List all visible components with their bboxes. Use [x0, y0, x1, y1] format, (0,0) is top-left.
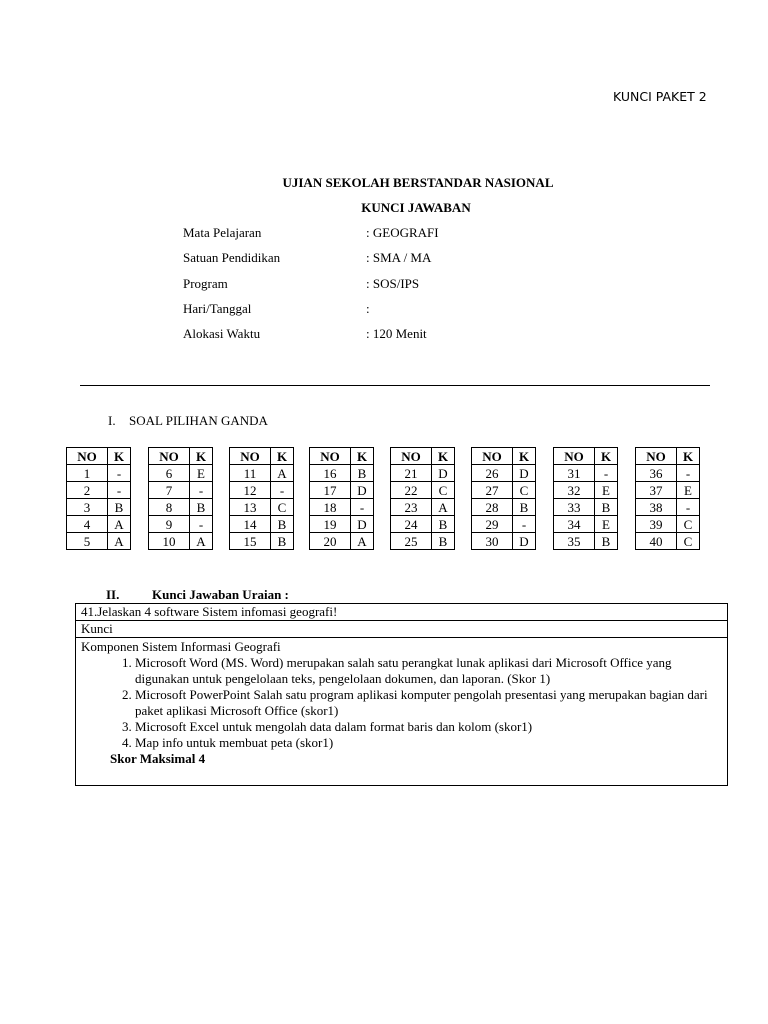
- question-number: 4: [67, 516, 108, 533]
- meta-value-duration: : 120 Menit: [366, 326, 427, 341]
- table-row: [554, 499, 618, 516]
- answer-key: B: [595, 499, 618, 516]
- header-k: K: [271, 448, 294, 465]
- table-row: [391, 499, 455, 516]
- table-row: [391, 465, 455, 482]
- answer-key: A: [271, 465, 294, 482]
- answer-key: -: [677, 499, 700, 516]
- answer-table-8: [635, 447, 700, 550]
- answer-key: E: [595, 516, 618, 533]
- question-number: 29: [472, 516, 513, 533]
- header-no: NO: [554, 448, 595, 465]
- answer-key: B: [351, 465, 374, 482]
- meta-value-date: :: [366, 301, 370, 316]
- essay-item-3: 3. Microsoft Excel untuk mengolah data dalam format baris dan kolom (skor1): [135, 719, 727, 735]
- question-number: 31: [554, 465, 595, 482]
- table-row: [636, 465, 700, 482]
- answer-key: E: [595, 482, 618, 499]
- header-no: NO: [310, 448, 351, 465]
- question-number: 25: [391, 533, 432, 550]
- answer-key: -: [595, 465, 618, 482]
- answer-key: C: [677, 516, 700, 533]
- answer-key: D: [351, 482, 374, 499]
- answer-key: -: [108, 482, 131, 499]
- question-number: 8: [149, 499, 190, 516]
- question-number: 37: [636, 482, 677, 499]
- question-number: 9: [149, 516, 190, 533]
- answer-key: C: [432, 482, 455, 499]
- answer-key: E: [190, 465, 213, 482]
- section-1-number: I.: [108, 413, 116, 428]
- answer-table-5: [390, 447, 455, 550]
- section-2-number: II.: [106, 587, 120, 602]
- answer-key: B: [432, 516, 455, 533]
- question-number: 36: [636, 465, 677, 482]
- question-number: 32: [554, 482, 595, 499]
- table-row: [310, 482, 374, 499]
- table-row: [472, 465, 536, 482]
- question-number: 33: [554, 499, 595, 516]
- header-k: K: [432, 448, 455, 465]
- question-number: 35: [554, 533, 595, 550]
- question-number: 3: [67, 499, 108, 516]
- table-row: [391, 533, 455, 550]
- answer-key: D: [351, 516, 374, 533]
- table-row: [230, 516, 294, 533]
- table-row: [67, 482, 131, 499]
- answer-table-7: [553, 447, 618, 550]
- answer-table-1: [66, 447, 131, 550]
- answer-key: B: [108, 499, 131, 516]
- question-number: 20: [310, 533, 351, 550]
- exam-title: UJIAN SEKOLAH BERSTANDAR NASIONAL: [282, 175, 554, 190]
- question-number: 24: [391, 516, 432, 533]
- answer-key: D: [513, 465, 536, 482]
- divider: [80, 385, 710, 386]
- meta-label-school: Satuan Pendidikan: [183, 250, 281, 265]
- answer-key: A: [432, 499, 455, 516]
- table-row: [636, 482, 700, 499]
- header-no: NO: [149, 448, 190, 465]
- question-number: 10: [149, 533, 190, 550]
- answer-key: C: [513, 482, 536, 499]
- table-row: [67, 516, 131, 533]
- header-no: NO: [230, 448, 271, 465]
- header-no: NO: [636, 448, 677, 465]
- table-row: [472, 516, 536, 533]
- question-number: 26: [472, 465, 513, 482]
- essay-answer-body: [76, 638, 727, 767]
- essay-item-4: 4. Map info untuk membuat peta (skor1): [135, 735, 727, 751]
- table-row: [636, 499, 700, 516]
- answer-key: B: [271, 533, 294, 550]
- answer-key: D: [432, 465, 455, 482]
- meta-label-duration: Alokasi Waktu: [183, 326, 261, 341]
- table-row: [310, 516, 374, 533]
- answer-table-2: [148, 447, 213, 550]
- table-row: [391, 482, 455, 499]
- table-row: [149, 499, 213, 516]
- question-number: 12: [230, 482, 271, 499]
- answer-key: -: [190, 482, 213, 499]
- essay-item-1: 1. Microsoft Word (MS. Word) merupakan salah satu perangkat lunak aplikasi dari Microsoft Office yang digunakan untuk pengelolaan teks, pengelolaan dokumen, dan laporan. (Skor 1): [135, 655, 727, 687]
- question-number: 22: [391, 482, 432, 499]
- question-number: 16: [310, 465, 351, 482]
- question-number: 28: [472, 499, 513, 516]
- table-row: [636, 533, 700, 550]
- meta-label-subject: Mata Pelajaran: [183, 225, 262, 240]
- table-row: [391, 516, 455, 533]
- answer-key: B: [595, 533, 618, 550]
- answer-key: E: [677, 482, 700, 499]
- question-number: 17: [310, 482, 351, 499]
- table-row: [310, 533, 374, 550]
- table-row: [554, 465, 618, 482]
- table-row: [67, 533, 131, 550]
- table-row: [310, 499, 374, 516]
- table-row: [554, 482, 618, 499]
- answer-key: -: [271, 482, 294, 499]
- question-number: 5: [67, 533, 108, 550]
- table-row: [149, 533, 213, 550]
- package-label: KUNCI PAKET 2: [613, 89, 707, 104]
- essay-intro: Komponen Sistem Informasi Geografi: [81, 639, 281, 654]
- answer-table-3: [229, 447, 294, 550]
- answer-key: B: [432, 533, 455, 550]
- answer-key: A: [190, 533, 213, 550]
- essay-question: 41.Jelaskan 4 software Sistem infomasi geografi!: [76, 604, 727, 621]
- question-number: 13: [230, 499, 271, 516]
- header-k: K: [677, 448, 700, 465]
- table-row: [472, 499, 536, 516]
- header-k: K: [513, 448, 536, 465]
- table-row: [149, 482, 213, 499]
- question-number: 15: [230, 533, 271, 550]
- question-number: 1: [67, 465, 108, 482]
- question-number: 23: [391, 499, 432, 516]
- table-row: [67, 465, 131, 482]
- answer-key: -: [513, 516, 536, 533]
- essay-item-2: 2. Microsoft PowerPoint Salah satu program aplikasi komputer pengolah presentasi yang merupakan bagian dari paket aplikasi Microsoft Office (skor1): [135, 687, 727, 719]
- answer-key-title: KUNCI JAWABAN: [361, 200, 471, 215]
- kunci-label: Kunci: [76, 621, 727, 638]
- question-number: 38: [636, 499, 677, 516]
- question-number: 7: [149, 482, 190, 499]
- table-row: [554, 516, 618, 533]
- question-number: 14: [230, 516, 271, 533]
- answer-table-6: [471, 447, 536, 550]
- question-number: 2: [67, 482, 108, 499]
- section-2-title: Kunci Jawaban Uraian :: [152, 587, 289, 602]
- answer-key: C: [271, 499, 294, 516]
- table-row: [230, 482, 294, 499]
- section-1-title: SOAL PILIHAN GANDA: [129, 413, 268, 428]
- answer-key: A: [108, 533, 131, 550]
- meta-label-date: Hari/Tanggal: [183, 301, 252, 316]
- answer-key: -: [677, 465, 700, 482]
- question-number: 11: [230, 465, 271, 482]
- table-row: [554, 533, 618, 550]
- table-row: [149, 516, 213, 533]
- answer-key: B: [271, 516, 294, 533]
- table-row: [149, 465, 213, 482]
- meta-value-subject: : GEOGRAFI: [366, 225, 439, 240]
- answer-key: B: [513, 499, 536, 516]
- header-k: K: [595, 448, 618, 465]
- answer-key: -: [108, 465, 131, 482]
- table-row: [230, 533, 294, 550]
- answer-key: B: [190, 499, 213, 516]
- answer-table-4: [309, 447, 374, 550]
- max-score: Skor Maksimal 4: [110, 751, 206, 766]
- question-number: 40: [636, 533, 677, 550]
- header-no: NO: [67, 448, 108, 465]
- answer-key: C: [677, 533, 700, 550]
- answer-key: A: [108, 516, 131, 533]
- essay-answer-box: [75, 603, 728, 786]
- table-row: [472, 533, 536, 550]
- question-number: 19: [310, 516, 351, 533]
- question-number: 21: [391, 465, 432, 482]
- question-number: 30: [472, 533, 513, 550]
- header-k: K: [351, 448, 374, 465]
- header-no: NO: [391, 448, 432, 465]
- table-row: [472, 482, 536, 499]
- table-row: [636, 516, 700, 533]
- answer-key: D: [513, 533, 536, 550]
- question-number: 6: [149, 465, 190, 482]
- answer-key: -: [190, 516, 213, 533]
- header-no: NO: [472, 448, 513, 465]
- table-row: [230, 499, 294, 516]
- header-k: K: [108, 448, 131, 465]
- answer-key: A: [351, 533, 374, 550]
- answer-key: -: [351, 499, 374, 516]
- table-row: [230, 465, 294, 482]
- meta-value-program: : SOS/IPS: [366, 276, 420, 291]
- meta-value-school: : SMA / MA: [366, 250, 432, 265]
- question-number: 39: [636, 516, 677, 533]
- question-number: 18: [310, 499, 351, 516]
- header-k: K: [190, 448, 213, 465]
- table-row: [67, 499, 131, 516]
- meta-label-program: Program: [183, 276, 228, 291]
- question-number: 27: [472, 482, 513, 499]
- table-row: [310, 465, 374, 482]
- question-number: 34: [554, 516, 595, 533]
- essay-answer-list: [81, 655, 727, 751]
